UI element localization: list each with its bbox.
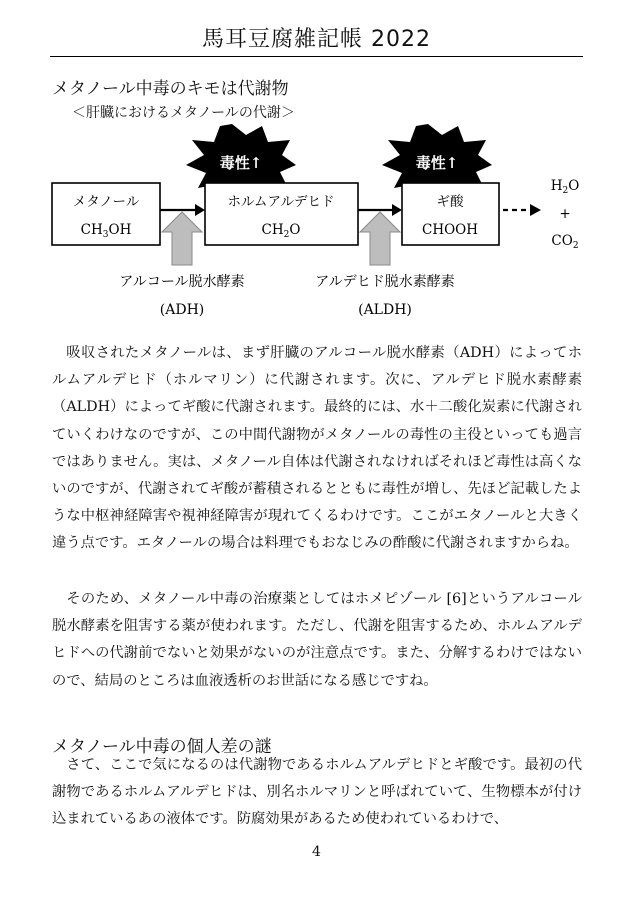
arrow-dashed: [503, 204, 541, 216]
metabolism-diagram: [0, 120, 633, 330]
page-title: 馬耳豆腐雑記帳 2022: [202, 27, 431, 52]
body-paragraph: 吸収されたメタノールは、まず肝臓のアルコール脱水酵素（ADH）によってホルムアルデヒド（ホルマリン）に代謝されます。次に、アルデヒド脱水素酵素（ALDH）によってギ酸に代謝されます。最終的には、水＋二酸化炭素に代謝されていくわけなのですが、この中間代謝物がメタノールの毒性の主役といっても過言ではありません。実は、メタノール自体は代謝されなければそれほど毒性は高くないのですが、代謝されてギ酸が蓄積されるとともに毒性が増し、先ほど記載したような中枢神経障害や視神経障害が現れてくるわけです。ここがエタノールと大きく違う点です。エタノールの場合は料理でもおなじみの酢酸に代謝されますからね。: [52, 345, 582, 552]
enzyme-arrow-adh: [162, 212, 202, 265]
page-number: 4: [312, 844, 321, 860]
section-heading-metabolite: メタノール中毒のキモは代謝物: [52, 79, 289, 99]
box-formaldehyde-formula: $CH_2O$: [261, 222, 301, 240]
product-water: $H_2O$: [550, 178, 580, 196]
box-methanol-name: メタノール: [72, 194, 140, 210]
toxicity-label-1: 毒性↑: [219, 154, 263, 172]
enzyme-adh-abbr: (ADH): [159, 302, 205, 318]
box-formic-acid-name: ギ酸: [436, 194, 464, 210]
product-co2: $CO_2$: [551, 233, 579, 251]
product-plus: +: [559, 206, 571, 222]
box-formic-acid-formula: CHOOH: [421, 222, 479, 238]
toxicity-label-2: 毒性↑: [415, 154, 459, 172]
diagram-caption: ＜肝臓におけるメタノールの代謝＞: [72, 105, 295, 121]
body-paragraph: そのため、メタノール中毒の治療薬としてはホメピゾール [6]というアルコール脱水酵素を阻害する薬が使われます。ただし、代謝を阻害するため、ホルムアルデヒドへの代謝前でないと効果がないのが注意点です。また、分解するわけではないので、結局のところは血液透析のお世話になる感じですね。: [52, 591, 582, 689]
box-formaldehyde-name: ホルムアルデヒド: [227, 194, 335, 210]
header-divider: [50, 56, 583, 57]
enzyme-aldh-abbr: (ALDH): [358, 302, 412, 318]
section-heading-individual-difference: メタノール中毒の個人差の謎: [52, 737, 272, 757]
body-paragraph: さて、ここで気になるのは代謝物であるホルムアルデヒドとギ酸です。最初の代謝物であるホルムアルデヒドは、別名ホルマリンと呼ばれていて、生物標本が付け込まれているあの液体です。防腐効果があるため使われているわけで、: [52, 757, 582, 828]
enzyme-arrow-aldh: [360, 212, 400, 265]
box-methanol-formula: $CH_3OH$: [80, 222, 132, 240]
enzyme-aldh-name: アルデヒド脱水素酵素: [315, 274, 455, 290]
enzyme-adh-name: アルコール脱水酵素: [119, 274, 245, 290]
